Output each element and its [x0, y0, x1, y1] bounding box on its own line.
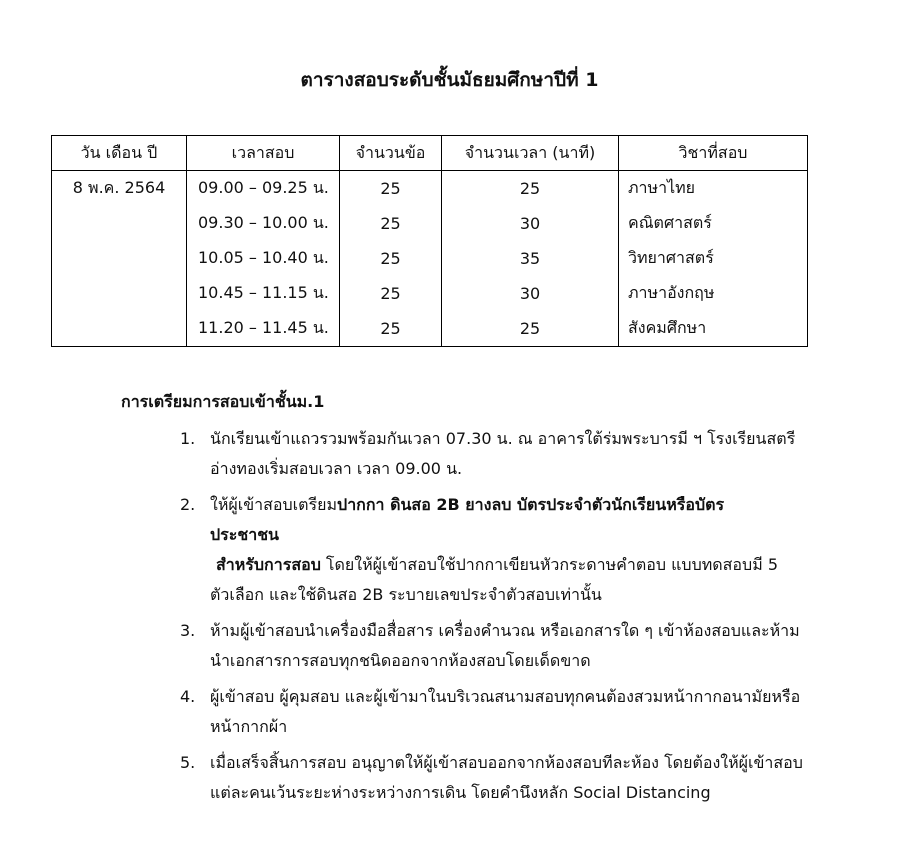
table-row — [52, 276, 808, 311]
item-count: 25 — [340, 276, 442, 311]
list-number: 3. — [180, 621, 196, 640]
list-item-text — [210, 490, 850, 610]
text-line: ผู้เข้าสอบ ผู้คุมสอบ และผู้เข้ามาในบริเวณสนามสอบทุกคนต้องสวมหน้ากากอนามัยหรือ — [210, 687, 801, 706]
text-line: ตัวเลือก และใช้ดินสอ 2B ระบายเลขประจำตัวสอบเท่านั้น — [210, 585, 602, 604]
list-item-text — [210, 682, 850, 742]
duration-minutes: 30 — [442, 276, 619, 311]
exam-schedule-table — [51, 135, 808, 347]
text-plain: ให้ผู้เข้าสอบเตรียม — [210, 495, 338, 514]
exam-date-empty — [52, 276, 187, 311]
text-line — [210, 550, 850, 580]
exam-time: 10.05 – 10.40 น. — [187, 241, 340, 276]
list-number: 2. — [180, 495, 196, 514]
text-line: แต่ละคนเว้นระยะห่างระหว่างการเดิน โดยคำนึงหลัก Social Distancing — [210, 783, 711, 802]
list-item — [180, 748, 880, 808]
list-item — [180, 616, 880, 676]
text-plain: โดยให้ผู้เข้าสอบใช้ปากกาเขียนหัวกระดาษคำตอบ แบบทดสอบมี 5 — [320, 555, 778, 574]
list-number: 1. — [180, 429, 196, 448]
text-line: นำเอกสารการสอบทุกชนิดออกจากห้องสอบโดยเด็ดขาด — [210, 651, 591, 670]
text-line: ประชาชน — [210, 525, 279, 544]
table-row — [52, 311, 808, 347]
preparation-list — [180, 424, 880, 814]
list-item-text — [210, 616, 850, 676]
exam-time: 10.45 – 11.15 น. — [187, 276, 340, 311]
subject-name: วิทยาศาสตร์ — [619, 241, 808, 276]
duration-minutes: 25 — [442, 171, 619, 207]
list-item — [180, 490, 880, 610]
header-time: เวลาสอบ — [187, 136, 340, 171]
table-row — [52, 241, 808, 276]
item-count: 25 — [340, 171, 442, 207]
list-item-text — [210, 748, 850, 808]
text-bold: สำหรับการสอบ — [216, 555, 321, 574]
duration-minutes: 30 — [442, 206, 619, 241]
text-line: อ่างทองเริ่มสอบเวลา เวลา 09.00 น. — [210, 459, 463, 478]
subject-name: สังคมศึกษา — [619, 311, 808, 347]
item-count: 25 — [340, 206, 442, 241]
exam-time: 11.20 – 11.45 น. — [187, 311, 340, 347]
header-minutes: จำนวนเวลา (นาที) — [442, 136, 619, 171]
table-header-row — [52, 136, 808, 171]
text-bold: ปากกา ดินสอ 2B ยางลบ บัตรประจำตัวนักเรียนหรือบัตร — [337, 495, 725, 514]
subject-name: คณิตศาสตร์ — [619, 206, 808, 241]
exam-time: 09.30 – 10.00 น. — [187, 206, 340, 241]
page-title: ตารางสอบระดับชั้นมัธยมศึกษาปีที่ 1 — [300, 69, 599, 91]
list-number: 5. — [180, 753, 196, 772]
text-line — [210, 490, 850, 520]
text-line: หน้ากากผ้า — [210, 717, 288, 736]
item-count: 25 — [340, 311, 442, 347]
item-count: 25 — [340, 241, 442, 276]
preparation-heading: การเตรียมการสอบเข้าชั้นม.1 — [121, 392, 325, 411]
subject-name: ภาษาไทย — [619, 171, 808, 207]
header-items: จำนวนข้อ — [340, 136, 442, 171]
duration-minutes: 35 — [442, 241, 619, 276]
list-item — [180, 682, 880, 742]
table-row — [52, 171, 808, 207]
subject-name: ภาษาอังกฤษ — [619, 276, 808, 311]
text-line: เมื่อเสร็จสิ้นการสอบ อนุญาตให้ผู้เข้าสอบออกจากห้องสอบทีละห้อง โดยต้องให้ผู้เข้าสอบ — [210, 753, 803, 772]
exam-date-empty — [52, 241, 187, 276]
header-date: วัน เดือน ปี — [52, 136, 187, 171]
exam-time: 09.00 – 09.25 น. — [187, 171, 340, 207]
header-subject: วิชาที่สอบ — [619, 136, 808, 171]
duration-minutes: 25 — [442, 311, 619, 347]
exam-date-empty — [52, 311, 187, 347]
exam-date: 8 พ.ค. 2564 — [52, 171, 187, 207]
table-row — [52, 206, 808, 241]
exam-date-empty — [52, 206, 187, 241]
list-number: 4. — [180, 687, 196, 706]
text-line: นักเรียนเข้าแถวรวมพร้อมกันเวลา 07.30 น. ณ อาคารใต้ร่มพระบารมี ฯ โรงเรียนสตรี — [210, 429, 796, 448]
text-line: ห้ามผู้เข้าสอบนำเครื่องมือสื่อสาร เครื่องคำนวณ หรือเอกสารใด ๆ เข้าห้องสอบและห้าม — [210, 621, 800, 640]
list-item-text — [210, 424, 850, 484]
list-item — [180, 424, 880, 484]
